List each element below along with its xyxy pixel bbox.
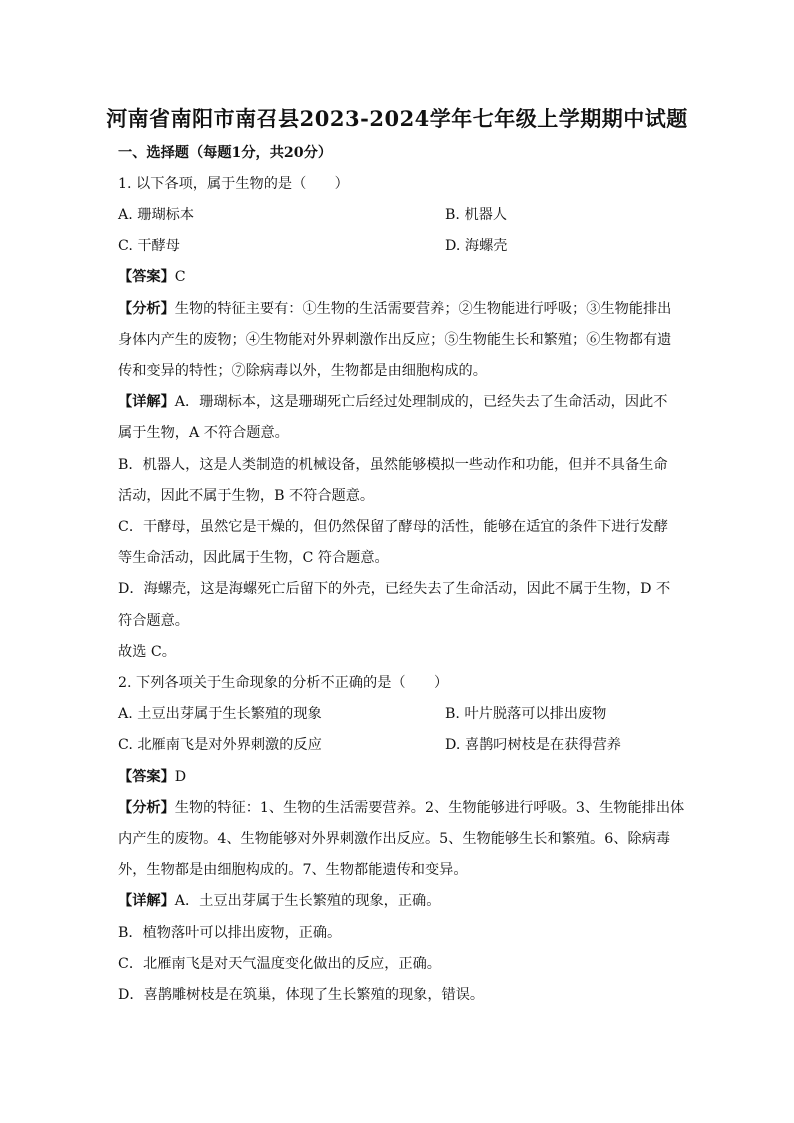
analysis-tag: 【分析】: [118, 800, 175, 816]
q2-analysis-line: 内产生的废物。4、生物能够对外界刺激作出反应。5、生物能够生长和繁殖。6、除病毒: [118, 831, 671, 847]
q2-answer: [118, 767, 186, 787]
q1-answer: [118, 267, 186, 287]
detail-tag: 【详解】: [118, 893, 175, 909]
q1-detail-line: B．机器人，这是人类制造的机械设备，虽然能够模拟一些动作和功能，但并不具备生命: [118, 457, 668, 473]
detail-text: A．珊瑚标本，这是珊瑚死亡后经过处理制成的，已经失去了生命活动，因此不: [174, 394, 668, 410]
q2-detail-line: D．喜鹊雕树枝是在筑巢，体现了生长繁殖的现象，错误。: [118, 987, 485, 1003]
q1-analysis-line: 传和变异的特性；⑦除病毒以外，生物都是由细胞构成的。: [118, 363, 487, 379]
q2-option-b: B. 叶片脱落可以排出废物: [445, 706, 607, 722]
section-heading: 一、选择题（每题1分，共20分）: [118, 145, 333, 161]
q1-detail-line: 符合题意。: [118, 613, 189, 629]
q2-detail-line: [118, 891, 440, 911]
analysis-text: 生物的特征：1、生物的生活需要营养。2、生物能够进行呼吸。3、生物能排出体: [174, 800, 685, 816]
detail-text: A．土豆出芽属于生长繁殖的现象，正确。: [174, 893, 441, 909]
answer-value: D: [174, 769, 187, 785]
analysis-tag: 【分析】: [118, 301, 175, 317]
q1-detail-line: [118, 392, 667, 412]
q1-analysis-line: 身体内产生的废物；④生物能对外界刺激作出反应；⑤生物能生长和繁殖；⑥生物都有遗: [118, 332, 672, 348]
q1-detail-line: D．海螺壳，这是海螺死亡后留下的外壳，已经失去了生命活动，因此不属于生物，D 不: [118, 581, 671, 597]
q1-option-a: A. 珊瑚标本: [118, 207, 195, 223]
analysis-text: 生物的特征主要有：①生物的生活需要营养；②生物能进行呼吸；③生物能排出: [174, 301, 672, 317]
q1-analysis-line: [118, 299, 671, 319]
q1-detail-line: 等生命活动，因此属于生物，C 符合题意。: [118, 550, 389, 566]
q1-conclusion: 故选 C。: [118, 644, 176, 660]
detail-tag: 【详解】: [118, 394, 175, 410]
q2-option-c: C. 北雁南飞是对外界刺激的反应: [118, 737, 322, 753]
q1-option-c: C. 干酵母: [118, 238, 180, 254]
q2-option-d: D. 喜鹊叼树枝是在获得营养: [445, 737, 621, 753]
page-title: 河南省南阳市南召县2023-2024学年七年级上学期期中试题: [106, 106, 688, 131]
answer-tag: 【答案】: [118, 269, 175, 285]
q2-analysis-line: [118, 798, 684, 818]
q2-detail-line: B．植物落叶可以排出废物，正确。: [118, 925, 342, 941]
question-1-stem: 1. 以下各项，属于生物的是（ ）: [118, 176, 349, 192]
q2-option-a: A. 土豆出芽属于生长繁殖的现象: [118, 706, 322, 722]
question-2-stem: 2. 下列各项关于生命现象的分析不正确的是（ ）: [118, 675, 449, 691]
q1-detail-line: 属于生物，A 不符合题意。: [118, 425, 289, 441]
answer-value: C: [174, 269, 186, 285]
answer-tag: 【答案】: [118, 769, 175, 785]
q2-detail-line: C．北雁南飞是对天气温度变化做出的反应，正确。: [118, 956, 441, 972]
q1-detail-line: 活动，因此不属于生物，B 不符合题意。: [118, 488, 375, 504]
q1-option-d: D. 海螺壳: [445, 238, 508, 254]
q1-detail-line: C．干酵母，虽然它是干燥的，但仍然保留了酵母的活性，能够在适宜的条件下进行发酵: [118, 519, 668, 535]
q1-option-b: B. 机器人: [445, 207, 508, 223]
q2-analysis-line: 外，生物都是由细胞构成的。7、生物都能遗传和变异。: [118, 862, 468, 878]
